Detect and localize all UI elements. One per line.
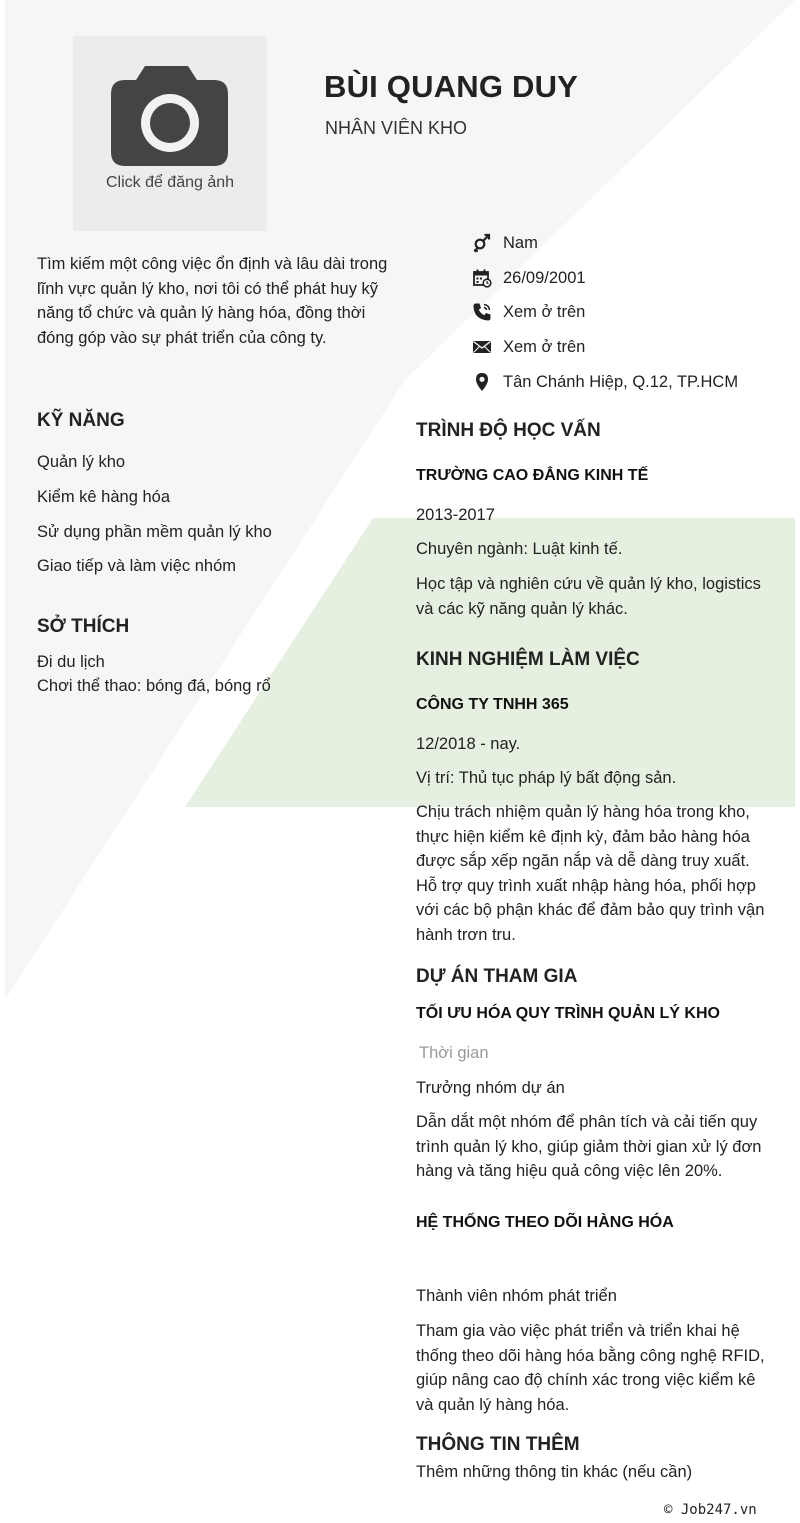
candidate-name: BÙI QUANG DUY xyxy=(324,69,579,104)
contact-dob xyxy=(472,266,586,290)
job-title: NHÂN VIÊN KHO xyxy=(325,118,468,138)
project-description xyxy=(416,1110,786,1184)
project-description-line: và quản lý hàng hóa. xyxy=(416,1395,570,1414)
experience-period: 12/2018 - nay. xyxy=(416,735,521,753)
gender-value: Nam xyxy=(503,233,538,252)
contact-gender xyxy=(472,231,538,255)
education-period: 2013-2017 xyxy=(416,506,495,524)
footer-copyright: © Job247.vn xyxy=(664,1502,757,1518)
contact-phone xyxy=(472,300,585,324)
gender-icon xyxy=(472,233,492,253)
objective-line: đóng góp vào sự phát triển của công ty. xyxy=(37,328,327,347)
experience-description-line: với các bộ phận khác để đảm bảo quy trình vận xyxy=(416,901,765,919)
location-pin-icon xyxy=(472,372,492,392)
project-role: Trưởng nhóm dự án xyxy=(416,1079,565,1097)
experience-description-line: thực hiện kiểm kê định kỳ, đảm bảo hàng hóa xyxy=(416,827,750,846)
photo-upload[interactable] xyxy=(73,36,267,231)
project-description-line: Dẫn dắt một nhóm để phân tích và cải tiến quy xyxy=(416,1113,758,1131)
camera-icon xyxy=(73,36,267,231)
education-description-line: Học tập và nghiên cứu về quản lý kho, logistics xyxy=(416,575,761,593)
experience-description-line: được sắp xếp ngăn nắp và dễ dàng truy xuất. xyxy=(416,852,750,870)
contact-address xyxy=(472,370,738,394)
education-heading: TRÌNH ĐỘ HỌC VẤN xyxy=(416,420,601,441)
objective-line: năng tổ chức và quản lý hàng hóa, đồng thời xyxy=(37,304,366,322)
projects-heading: DỰ ÁN THAM GIA xyxy=(416,966,578,987)
project-description-line: hàng và tăng hiệu quả công việc lên 20%. xyxy=(416,1162,723,1180)
education-description-line: và các kỹ năng quản lý khác. xyxy=(416,599,628,618)
project-description xyxy=(416,1319,786,1417)
contact-email xyxy=(472,335,585,359)
career-objective xyxy=(37,252,417,350)
experience-position: Vị trí: Thủ tục pháp lý bất động sản. xyxy=(416,769,677,787)
project-description-line: giúp nâng cao độ chính xác trong việc kiểm kê xyxy=(416,1371,756,1389)
hobby-item: Chơi thể thao: bóng đá, bóng rổ xyxy=(37,677,271,695)
photo-caption: Click để đăng ảnh xyxy=(105,174,235,191)
education-description xyxy=(416,572,786,621)
phone-value: Xem ở trên xyxy=(503,302,586,321)
skill-item: Kiểm kê hàng hóa xyxy=(37,488,171,506)
company-name: CÔNG TY TNHH 365 xyxy=(416,696,569,713)
project-time-placeholder[interactable]: Thời gian xyxy=(419,1044,489,1062)
dob-value: 26/09/2001 xyxy=(503,268,586,287)
project-name: TỐI ƯU HÓA QUY TRÌNH QUẢN LÝ KHO xyxy=(416,1005,720,1022)
experience-description-line: hành trơn tru. xyxy=(416,925,516,944)
education-major: Chuyên ngành: Luật kinh tế. xyxy=(416,540,623,558)
experience-description-line: Hỗ trợ quy trình xuất nhập hàng hóa, phối hợp xyxy=(416,876,756,895)
skills-heading: KỸ NĂNG xyxy=(37,410,125,431)
calendar-icon xyxy=(472,268,492,288)
additional-info-text: Thêm những thông tin khác (nếu cần) xyxy=(416,1463,693,1481)
project-description-line: thống theo dõi hàng hóa bằng công nghệ RFID, xyxy=(416,1346,765,1365)
additional-info-heading: THÔNG TIN THÊM xyxy=(416,1434,580,1455)
project-name: HỆ THỐNG THEO DÕI HÀNG HÓA xyxy=(416,1214,674,1231)
experience-description xyxy=(416,800,786,947)
skill-item: Quản lý kho xyxy=(37,453,126,471)
envelope-icon xyxy=(472,337,492,357)
experience-heading: KINH NGHIỆM LÀM VIỆC xyxy=(416,649,640,670)
email-value: Xem ở trên xyxy=(503,337,586,356)
hobbies-heading: SỞ THÍCH xyxy=(37,616,130,637)
project-description-line: Tham gia vào việc phát triển và triển khai hệ xyxy=(416,1322,740,1340)
skill-item: Sử dụng phần mềm quản lý kho xyxy=(37,523,272,541)
phone-icon xyxy=(472,302,492,322)
school-name: TRƯỜNG CAO ĐẲNG KINH TẾ xyxy=(416,467,649,484)
skill-item: Giao tiếp và làm việc nhóm xyxy=(37,557,237,575)
objective-line: lĩnh vực quản lý kho, nơi tôi có thể phát huy kỹ xyxy=(37,279,379,298)
project-role: Thành viên nhóm phát triển xyxy=(416,1287,617,1305)
experience-description-line: Chịu trách nhiệm quản lý hàng hóa trong kho, xyxy=(416,803,750,821)
project-description-line: trình quản lý kho, giúp giảm thời gian xử lý đơn xyxy=(416,1137,762,1156)
address-value: Tân Chánh Hiệp, Q.12, TP.HCM xyxy=(503,372,739,391)
objective-line: Tìm kiếm một công việc ổn định và lâu dài trong xyxy=(37,255,388,273)
hobby-item: Đi du lịch xyxy=(37,653,105,671)
